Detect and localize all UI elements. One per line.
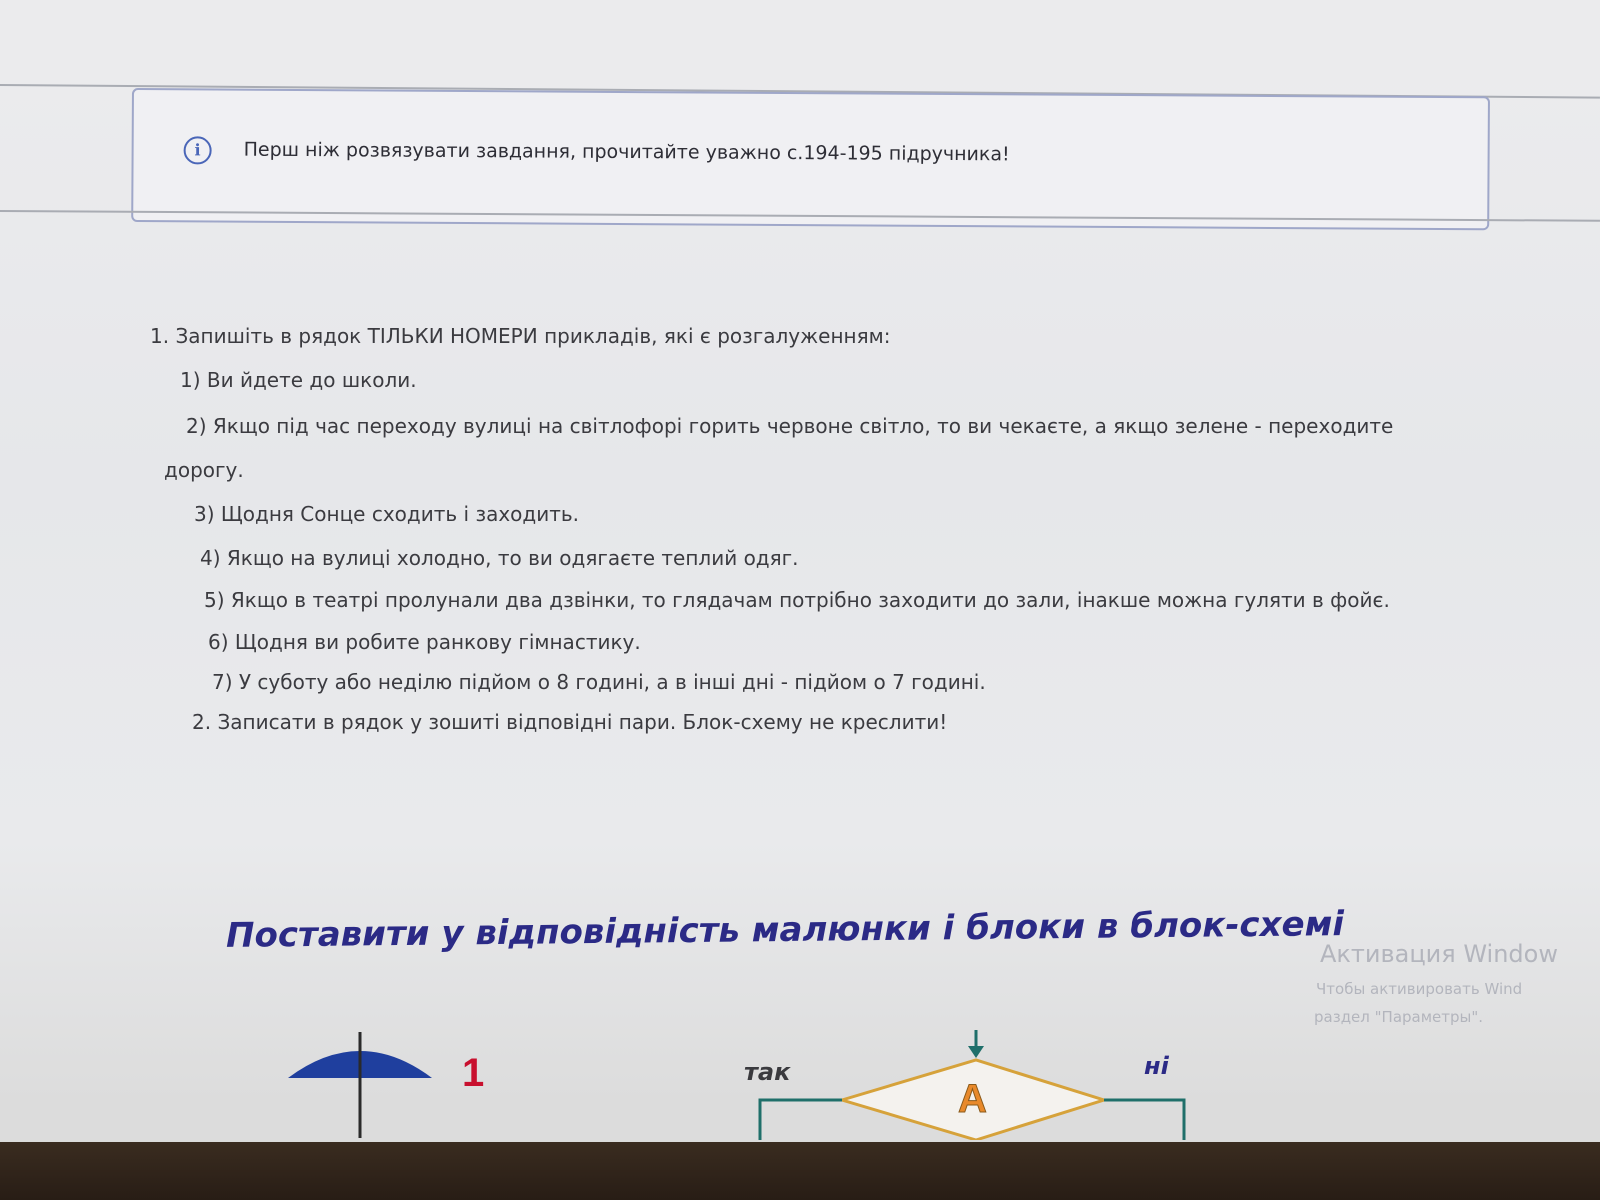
yes-branch-line xyxy=(760,1100,842,1140)
activation-watermark-line2: раздел "Параметры". xyxy=(1314,1008,1484,1026)
section-heading: Поставити у відповідність малюнки і блоки в блок-схемі xyxy=(225,904,1345,956)
task1-item-7: 7) У суботу або неділю підйом о 8 годині, а в інші дні - підйом о 7 годині. xyxy=(212,670,986,694)
flowchart-diagram xyxy=(0,1030,1600,1140)
task1-item-5: 5) Якщо в театрі пролунали два дзвінки, то глядачам потрібно заходити до зали, інакше можна гуляти в фойє. xyxy=(204,588,1390,612)
yes-branch-label: так xyxy=(744,1058,791,1086)
no-branch-line xyxy=(1104,1100,1184,1140)
activation-watermark-title: Активация Window xyxy=(1320,940,1558,968)
no-branch-label: ні xyxy=(1144,1052,1169,1080)
info-notice-text: Перш ніж розвязувати завдання, прочитайте уважно с.194-195 підручника! xyxy=(243,138,1010,166)
umbrella-icon xyxy=(288,1032,432,1138)
task1-item-6: 6) Щодня ви робите ранкову гімнастику. xyxy=(208,630,641,654)
task1-item-3: 3) Щодня Сонце сходить і заходить. xyxy=(194,502,580,526)
info-notice xyxy=(131,88,1490,230)
task1-item-2: 2) Якщо під час переходу вулиці на світлофорі горить червоне світло, то ви чекаєте, а якщо зелене - переходите xyxy=(186,414,1394,438)
task1-title: 1. Запишіть в рядок ТІЛЬКИ НОМЕРИ прикладів, які є розгалуженням: xyxy=(150,324,891,348)
info-icon: i xyxy=(184,136,212,164)
activation-watermark-line1: Чтобы активировать Wind xyxy=(1316,980,1523,998)
task1-item-4: 4) Якщо на вулиці холодно, то ви одягаєте теплий одяг. xyxy=(200,546,799,570)
flowchart-arrow-down xyxy=(968,1030,984,1058)
task2-title: 2. Записати в рядок у зошиті відповідні пари. Блок-схему не креслити! xyxy=(192,710,948,734)
top-bar xyxy=(0,0,1600,84)
decision-letter: А xyxy=(958,1077,987,1121)
monitor-bezel xyxy=(0,1142,1600,1200)
task1-item-1: 1) Ви йдете до школи. xyxy=(180,368,417,392)
task1-item-2-continued: дорогу. xyxy=(164,458,244,482)
picture-number: 1 xyxy=(462,1051,485,1095)
